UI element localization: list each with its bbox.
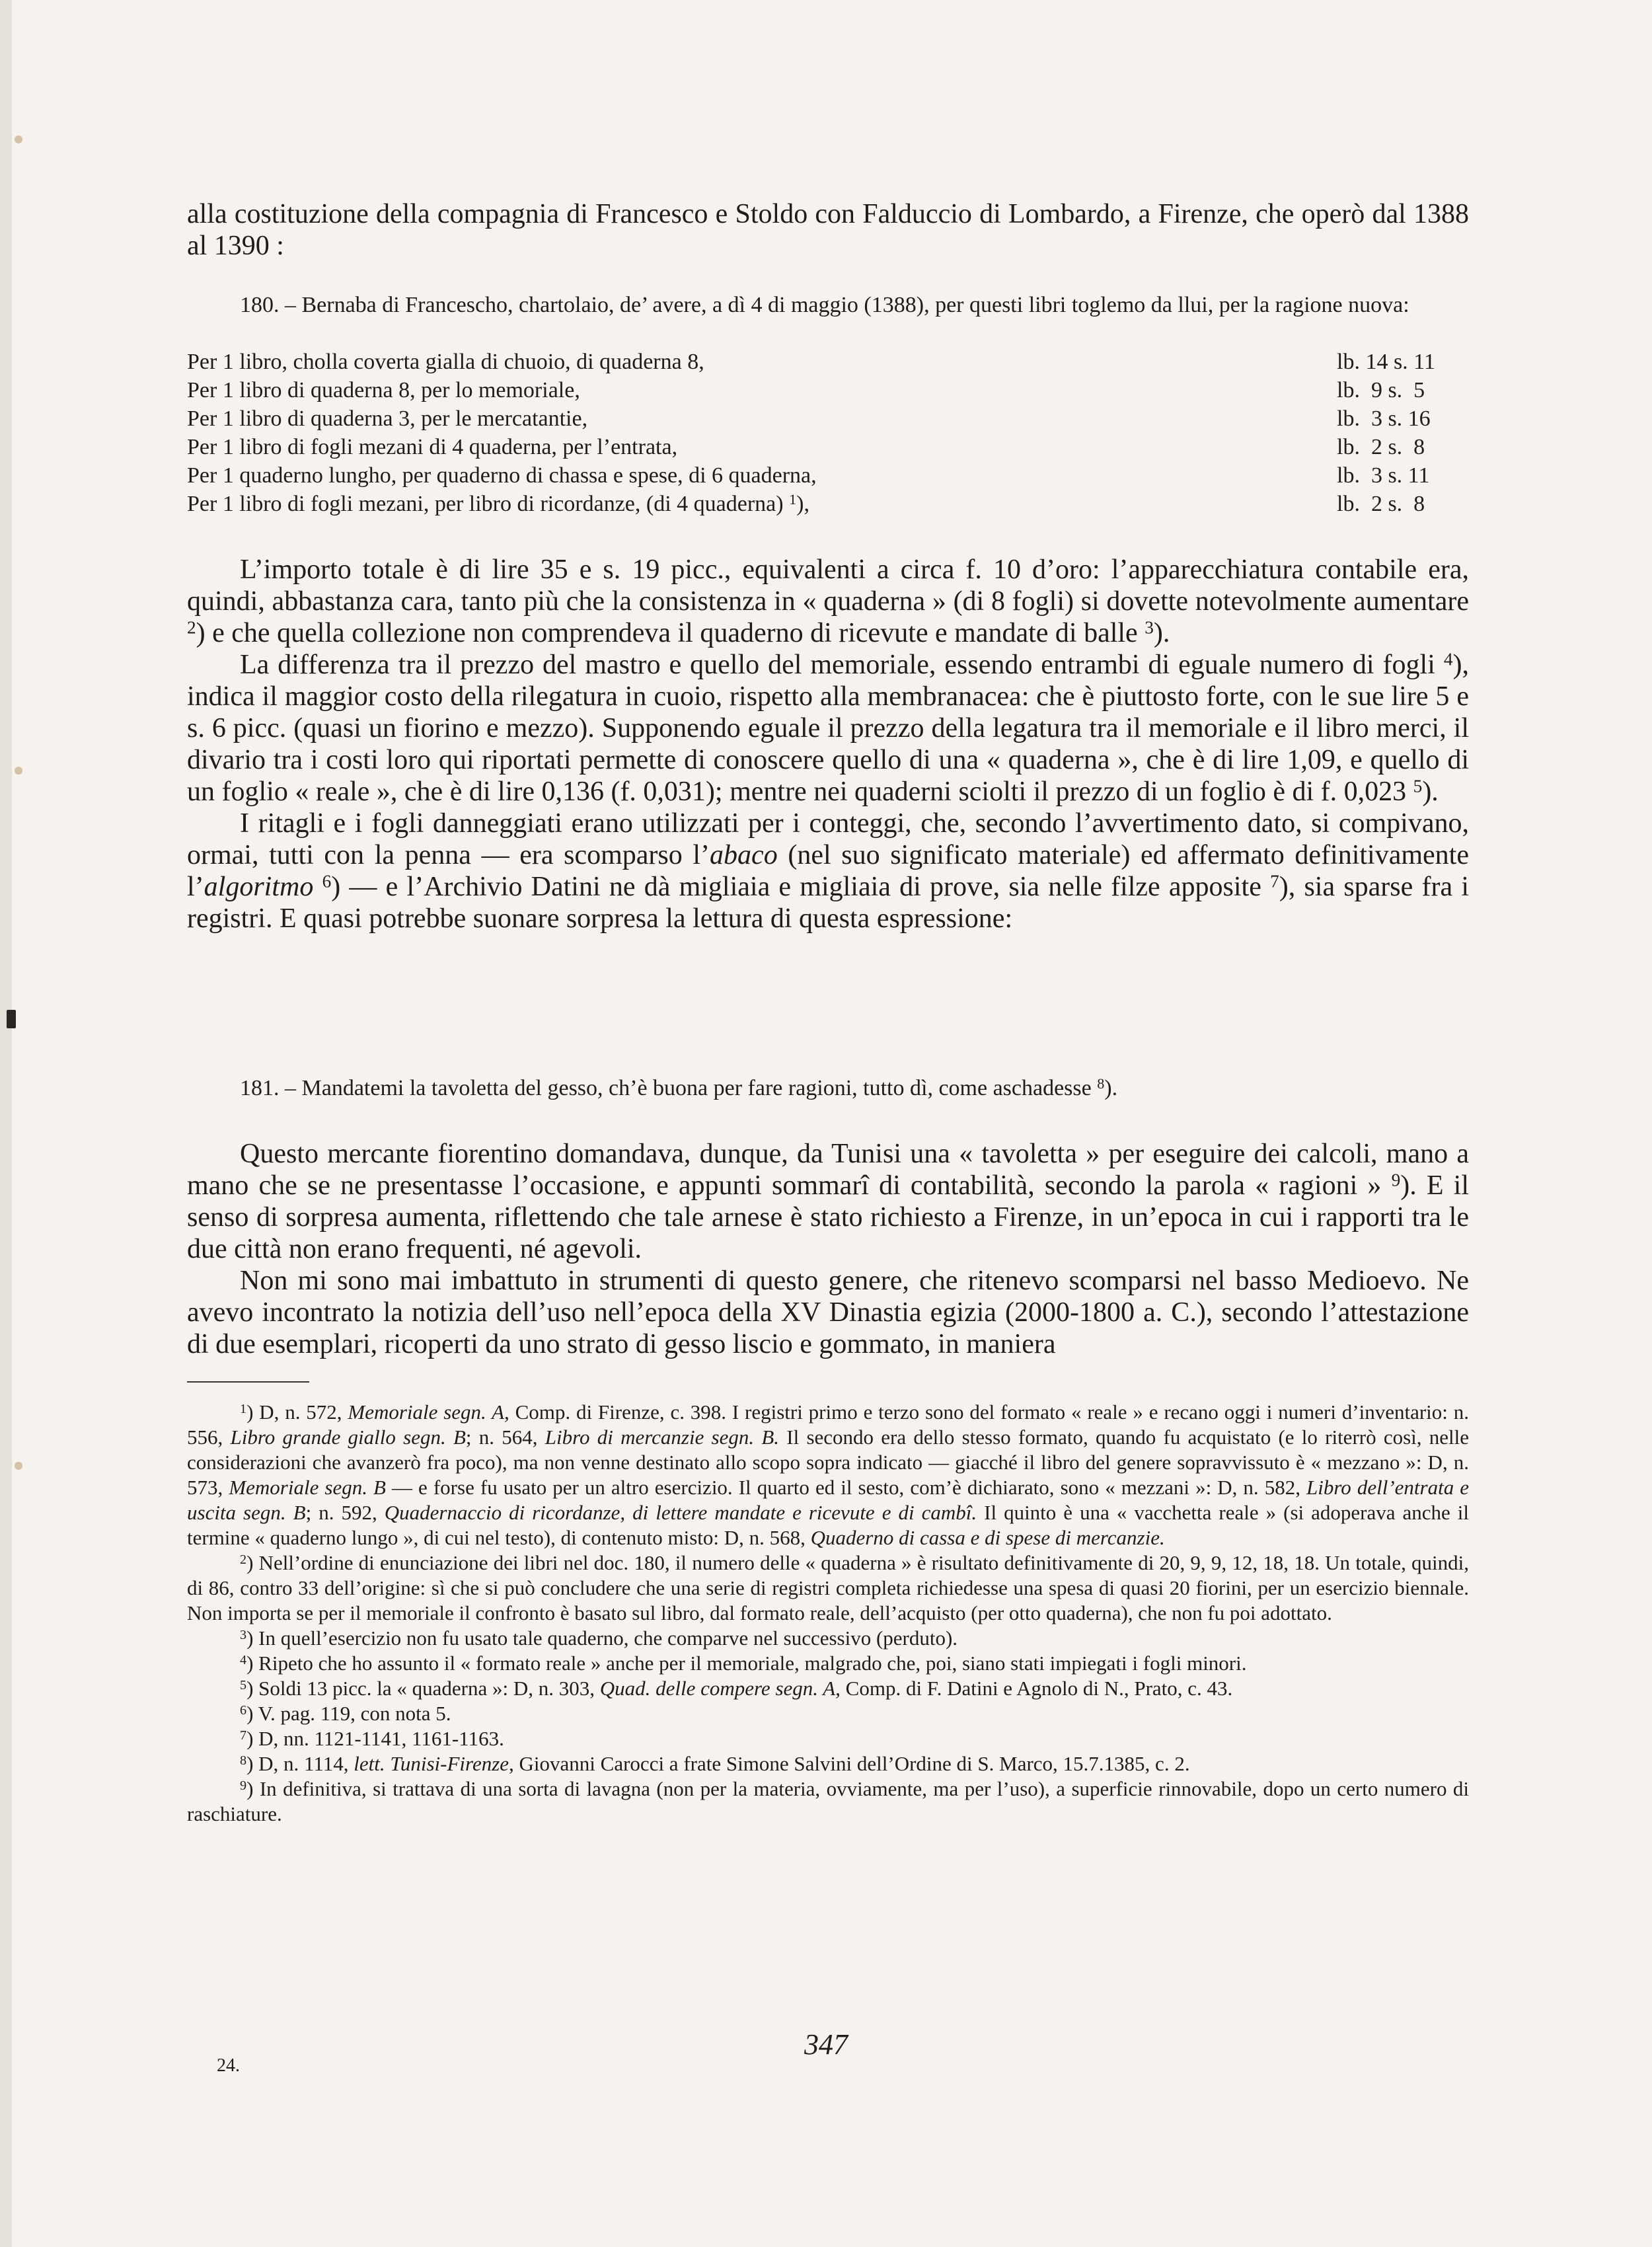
ledger-desc-tail: ), [796,492,809,516]
fn6-text: ) V. pag. 119, con nota 5. [246,1702,451,1725]
footnotes [187,1400,1469,1827]
p3-a: I ritagli e i fogli danneggiati erano utilizzati per i conteggi, che, secondo l’avvertimento dato, si compivano, ormai, tutti con la penna — era scomparso l’ [187,808,1469,870]
fn8-t1: ) D, n. 1114, [246,1752,354,1775]
fn5-t2: Comp. di F. Datini e Agnolo di N., Prato, c. 43. [840,1677,1233,1700]
document-181 [187,1074,1469,1102]
p3-b: (nel suo significato materiale) ed affermato definitivamente l’ [187,840,1469,902]
p3-algoritmo: algoritmo [204,872,314,902]
footnote-8 [187,1751,1469,1776]
doc181-text [187,1074,1469,1102]
ledger-table [187,348,1469,518]
fn8-t2: Giovanni Carocci a frate Simone Salvini dell’Ordine di S. Marco, 15.7.1385, c. 2. [513,1752,1190,1775]
edge-mark-dot [15,1462,22,1470]
ledger-row [187,404,1469,433]
page-number: 347 [804,2028,848,2061]
footnote-6 [187,1701,1469,1726]
footnote-divider [187,1381,309,1383]
body-section-1 [187,554,1469,934]
p3-c: ) — e l’Archivio Datini ne dà migliaia e migliaia di prove, sia nelle filze apposite [331,872,1271,902]
edge-mark-dot [15,767,22,775]
footnote-ref: 7 [1270,871,1279,892]
fn2-text: ) Nell’ordine di enunciazione dei libri nel doc. 180, il numero delle « quaderna » è risultato definitivamente di 20, 9, 9, 12, 18, 18. Un totale, quindi, di 86, contro 33 dell’origine: sì che si può concludere che una serie di registri completa richiedesse una spesa di quasi 20 fiorini, per un esercizio biennale. Non importa se per il memoriale il confronto è basato sul libro, dal formato reale, dell’acquisto (per otto quaderna), che non fu poi adottato. [187,1551,1469,1624]
ledger-row [187,376,1469,404]
fn1-i6: Quadernaccio di ricordanze, di lettere mandate e ricevute e di cambî. [384,1501,977,1524]
ledger-row [187,433,1469,461]
ledger-desc: Per 1 libro, cholla coverta gialla di chuoio, di quaderna 8, [187,350,704,374]
footnote-9 [187,1776,1469,1827]
ledger-amount: lb. 3 s. 11 [1337,463,1430,488]
fn1-t7: Il quinto è una « vacchetta reale » (si adoperava anche il termine « quaderno lungo », di cui nel testo), di contenuto misto: D, n. 568, [187,1501,1470,1549]
fn1-i4: Memoriale segn. B [229,1476,386,1499]
fn1-t5: — e forse fu usato per un altro esercizio. Il quarto ed il sesto, com’è dichiarato, sono « mezzani »: D, n. 582, [385,1476,1307,1499]
ledger-amount: lb. 14 s. 11 [1337,350,1435,374]
footnote-ref: 9 [1391,1170,1401,1190]
fn9-text: ) In definitiva, si trattava di una sorta di lavagna (non per la materia, ovviamente, ma per l’uso), a superficie rinnovabile, dopo un certo numero di raschiature. [187,1777,1469,1825]
footnote-7 [187,1726,1469,1751]
ledger-desc: Per 1 libro di fogli mezani di 4 quaderna, per l’entrata, [187,435,678,459]
footnote-ref: 6 [322,871,332,892]
intro-text: alla costituzione della compagnia di Francesco e Stoldo con Falduccio di Lombardo, a Firenze, che operò dal 1388 al 1390 : [187,199,1469,261]
fn1-i7: Quaderno di cassa e di spese di mercanzie. [810,1526,1165,1549]
ledger-desc: Per 1 libro di quaderna 8, per lo memoriale, [187,378,580,402]
footnote-1 [187,1400,1469,1550]
ledger-row [187,490,1469,518]
footnote-5 [187,1676,1469,1701]
ledger-desc: Per 1 libro di quaderna 3, per le mercatantie, [187,406,588,431]
ledger-amount: lb. 2 s. 8 [1337,435,1425,459]
body-section-2 [187,1138,1469,1360]
fn1-t4: Il secondo era dello stesso formato, quando fu acquistato (e lo riterrò così, nelle considerazioni che avanzerò fra poco), ma non venne destinato allo scopo sopra indicato — giacché il libro del genere sopravvissuto è « mezzano »: D, n. 573, [187,1426,1469,1499]
fn3-text: ) In quell’esercizio non fu usato tale quaderno, che comparve nel successivo (perduto). [246,1626,958,1650]
fn5-t1: ) Soldi 13 picc. la « quaderna »: D, n. 303, [246,1677,600,1700]
paragraph-3 [187,808,1469,934]
p1-c: ). [1153,618,1170,648]
footnote-ref: 8 [1097,1075,1105,1092]
paragraph-5: Non mi sono mai imbattuto in strumenti di questo genere, che ritenevo scomparsi nel basso Medioevo. Ne avevo incontrato la notizia dell’uso nell’epoca della XV Dinastia egizia (2000-1800 a. C.), secondo l’attestazione di due esemplari, ricoperti da uno strato di gesso liscio e gommato, in maniera [187,1266,1469,1359]
p4-a: Questo mercante fiorentino domandava, dunque, da Tunisi una « tavoletta » per eseguire dei calcoli, mano a mano che se ne presentasse l’occasione, e appunti sommarî di contabilità, secondo la parola « ragioni » [187,1139,1469,1201]
p2-a: La differenza tra il prezzo del mastro e quello del memoriale, essendo entrambi di eguale numero di fogli [240,650,1444,680]
ledger-amount: lb. 9 s. 5 [1337,378,1425,402]
footnote-2 [187,1550,1469,1626]
footnote-3 [187,1626,1469,1651]
footnote-number: 2 [240,1552,247,1567]
ledger-row [187,461,1469,490]
doc181-b: ). [1104,1076,1118,1100]
footnote-number: 5 [240,1677,247,1693]
signature-mark: 24. [217,2055,240,2076]
ledger-desc [187,490,809,518]
fn1-i5: Libro dell’entrata e uscita segn. B [187,1476,1470,1524]
footnote-ref: 5 [1413,776,1423,796]
footnote-ref: 1 [789,491,797,508]
ledger-desc: Per 1 quaderno lungho, per quaderno di chassa e spese, di 6 quaderna, [187,463,817,488]
p2-b: ), indica il maggior costo della rilegatura in cuoio, rispetto alla membranacea: che è piuttosto forte, con le sue lire 5 e s. 6 picc. (quasi un fiorino e mezzo). Supponendo eguale il prezzo della legatura tra il memoriale e il libro merci, il divario tra i costi loro qui riportati permette di conoscere quello di una « quaderna », che è di lire 1,09, e quello di un foglio « reale », che è di lire 0,136 (f. 0,031); mentre nei quaderni sciolti il prezzo di un foglio è di f. 0,023 [187,650,1469,807]
fn7-text: ) D, nn. 1121-1141, 1161-1163. [246,1727,504,1750]
fn5-i: Quad. delle compere segn. A, [599,1677,841,1700]
footnote-number: 8 [240,1753,247,1768]
footnote-number: 1 [240,1401,247,1416]
p3-abaco: abaco [710,840,778,870]
footnote-ref: 4 [1443,649,1453,669]
paragraph-4 [187,1138,1469,1265]
fn4-text: ) Ripeto che ho assunto il « formato reale » anche per il memoriale, malgrado che, poi, siano stati impiegati i fogli minori. [246,1652,1247,1675]
footnote-number: 3 [240,1627,247,1642]
p1-a: L’importo totale è di lire 35 e s. 19 picc., equivalenti a circa f. 10 d’oro: l’apparecchiatura contabile era, quindi, abbastanza cara, tanto più che la consistenza in « quaderna » (di 8 fogli) si dovette notevolmente aumentare [187,554,1469,617]
footnote-ref: 3 [1145,617,1154,638]
footnote-number: 7 [240,1728,247,1743]
edge-mark-tab [7,1010,16,1028]
ledger-amount: lb. 3 s. 16 [1337,406,1431,431]
p1-b: ) e che quella collezione non comprendeva il quaderno di ricevute e mandate di balle [196,618,1145,648]
fn1-i1: Memoriale segn. A, [348,1400,509,1424]
fn8-i: lett. Tunisi-Firenze, [354,1752,514,1775]
fn1-i2: Libro grande giallo segn. B [230,1426,466,1449]
doc180-text: 180. – Bernaba di Francescho, chartolaio, de’ avere, a dì 4 di maggio (1388), per questi libri toglemo da llui, per la ragione nuova: [240,293,1409,317]
footnote-number: 9 [240,1778,247,1793]
footnote-number: 4 [240,1652,247,1667]
p2-c: ). [1422,777,1439,807]
page-fold-shadow [0,0,12,2247]
footnote-ref: 2 [187,617,196,638]
ledger-row [187,348,1469,376]
paragraph-2 [187,649,1469,808]
p3-d: ), sia sparse fra i registri. E quasi potrebbe suonare sorpresa la lettura di questa espressione: [187,872,1470,934]
document-180 [187,291,1469,319]
intro-paragraph [187,198,1469,262]
fn1-t1: ) D, n. 572, [246,1400,348,1424]
fn1-i3: Libro di mercanzie segn. B. [544,1426,780,1449]
fn1-t6: ; n. 592, [305,1501,385,1524]
footnote-4 [187,1651,1469,1676]
p4-b: ). E il senso di sorpresa aumenta, riflettendo che tale arnese è stato richiesto a Firenze, in un’epoca in cui i rapporti tra le due città non erano frequenti, né agevoli. [187,1170,1469,1264]
ledger-amount: lb. 2 s. 8 [1337,492,1425,516]
paragraph-1 [187,554,1469,649]
footnote-number: 6 [240,1702,247,1718]
ledger-desc-text: Per 1 libro di fogli mezani, per libro di ricordanze, (di 4 quaderna) [187,492,784,516]
fn1-t3: ; n. 564, [465,1426,545,1449]
fn1-t2: Comp. di Firenze, c. 398. I registri primo e terzo sono del formato « reale » e recano oggi i numeri d’inventario: n. 556, [187,1400,1469,1449]
edge-mark-dot [15,135,22,143]
doc181-a: 181. – Mandatemi la tavoletta del gesso, ch’è buona per fare ragioni, tutto dì, come aschadesse [240,1076,1098,1100]
